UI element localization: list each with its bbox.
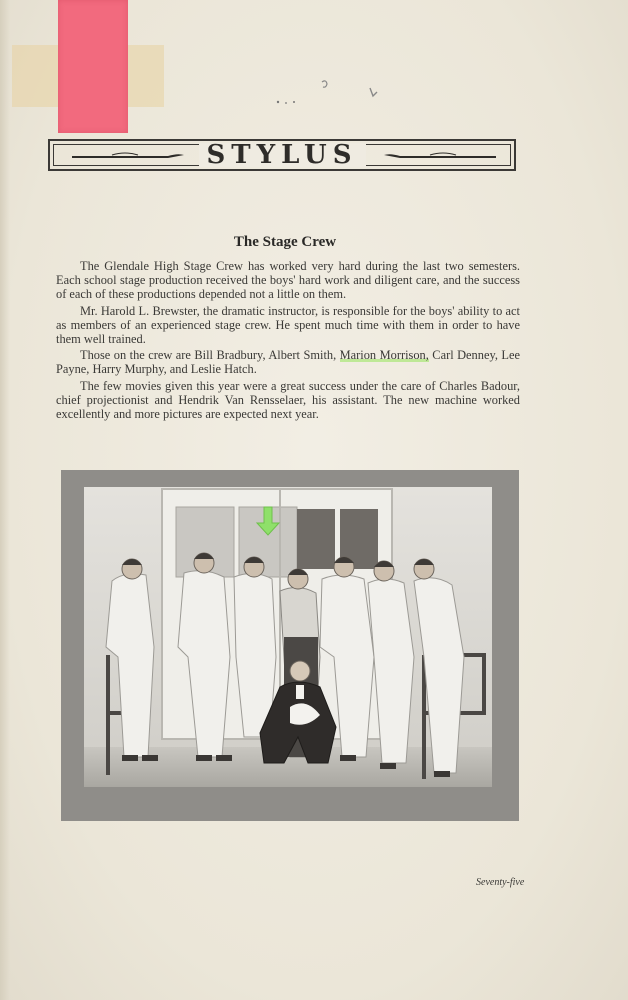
page-number: Seventy-five [476, 877, 525, 888]
paragraph-3-end: Carl Denney, Lee Payne, Harry Murphy, and Leslie Hatch. [56, 348, 520, 377]
crew-photograph [84, 487, 492, 787]
ink-specks [270, 76, 390, 106]
article-body [56, 259, 520, 421]
paragraph-2: Mr. Harold L. Brewster, the dramatic instructor, is responsible for the boys' ability to act as members of an experienced stage crew. He spent much time with them in order to have them well trained. [56, 303, 520, 347]
stylus-banner [48, 139, 516, 171]
banner-title: STYLUS [199, 143, 366, 167]
paragraph-4: The few movies given this year were a great success under the care of Charles Badour, chief projectionist and Hendrik Van Rensselaer, his assistant. The new machine worked excellently and more pictures are expected next year. [56, 378, 520, 422]
crew-photo-illustration [84, 487, 492, 787]
highlighted-name: Marion Morrison, [339, 348, 429, 363]
binding-shadow [0, 0, 10, 1000]
paragraph-3-start: Those on the crew are Bill Bradbury, Albert Smith, [80, 348, 340, 363]
paragraph-1: The Glendale High Stage Crew has worked very hard during the last two semesters. Each school stage production received the boys' hard work and diligent care, and the success of each of these productions depended not a little on them. [56, 259, 520, 302]
paragraph-3 [56, 348, 520, 376]
article-title: The Stage Crew [233, 234, 337, 250]
page-flag [58, 0, 128, 133]
photo-mount [61, 470, 519, 821]
